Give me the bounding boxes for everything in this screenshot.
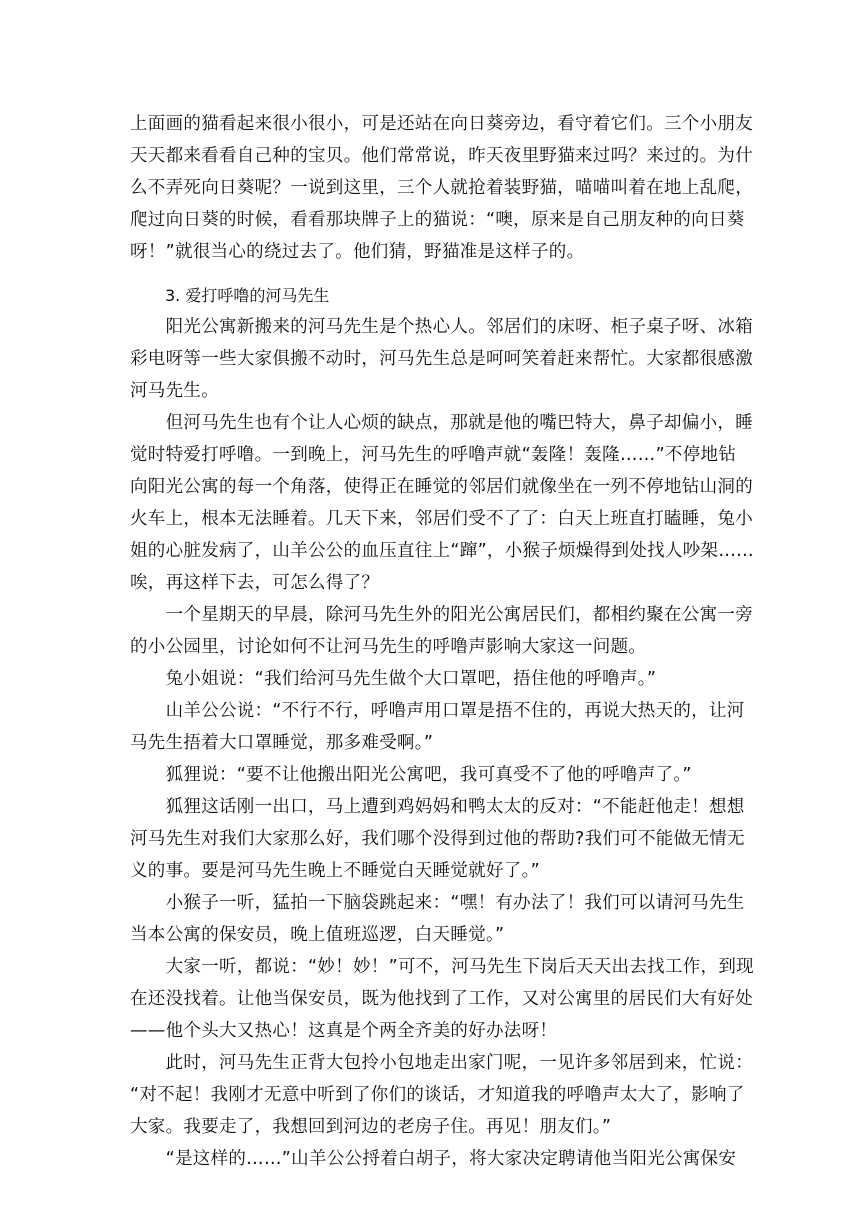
text-line: 河马先生对我们大家那么好，我们哪个没得到过他的帮助?我们可不能做无情无 bbox=[130, 829, 745, 849]
text-line: ——他个头大又热心！这真是个两全齐美的好办法呀！ bbox=[130, 1021, 558, 1041]
text-line: 此时，河马先生正背大包拎小包地走出家门呢，一见许多邻居到来，忙说： bbox=[130, 1053, 753, 1073]
story-body bbox=[130, 311, 754, 1175]
text-line: 彩电呀等一些大家俱搬不动时，河马先生总是呵呵笑着赶来帮忙。大家都很感激 bbox=[130, 349, 753, 369]
text-line: 大家。我要走了，我想回到河边的老房子住。再见！朋友们。” bbox=[130, 1117, 612, 1137]
text-line: 爬过向日葵的时候，看看那块牌子上的猫说：“噢，原来是自己朋友种的向日葵 bbox=[130, 210, 745, 230]
text-line: 觉时特爱打呼噜。一到晚上，河马先生的呼噜声就“轰隆！轰隆……”不停地钻 bbox=[130, 445, 737, 465]
text-line: 向阳光公寓的每一个角落，使得正在睡觉的邻居们就像坐在一列不停地钻山洞的 bbox=[130, 477, 753, 497]
text-line: 一个星期天的早晨，除河马先生外的阳光公寓居民们，都相约聚在公寓一旁 bbox=[130, 605, 753, 625]
section-heading: 3. 爱打呼噜的河马先生 bbox=[165, 286, 330, 305]
text-line: 阳光公寓新搬来的河马先生是个热心人。邻居们的床呀、柜子桌子呀、冰箱 bbox=[130, 317, 753, 337]
text-line: 狐狸说：“要不让他搬出阳光公寓吧，我可真受不了他的呼噜声了。” bbox=[130, 765, 692, 785]
text-line: 义的事。要是河马先生晚上不睡觉白天睡觉就好了。” bbox=[130, 861, 541, 881]
text-line: 河马先生。 bbox=[130, 381, 219, 401]
text-line: 但河马先生也有个让人心烦的缺点，那就是他的嘴巴特大，鼻子却偏小，睡 bbox=[130, 413, 753, 433]
text-line: 呀！”就很当心的绕过去了。他们猜，野猫准是这样子的。 bbox=[130, 242, 585, 262]
text-line: 上面画的猫看起来很小很小，可是还站在向日葵旁边，看守着它们。三个小朋友 bbox=[130, 114, 753, 134]
text-line: 火车上，根本无法睡着。几天下来，邻居们受不了了：白天上班直打瞌睡，兔小 bbox=[130, 509, 753, 529]
text-line: 么不弄死向日葵呢？一说到这里，三个人就抢着装野猫，喵喵叫着在地上乱爬， bbox=[130, 178, 753, 198]
top-paragraph bbox=[130, 108, 753, 268]
text-line: 唉，再这样下去，可怎么得了？ bbox=[130, 573, 380, 593]
text-line: 马先生捂着大口罩睡觉，那多难受啊。” bbox=[130, 733, 434, 753]
text-line: 山羊公公说：“不行不行，呼噜声用口罩是捂不住的，再说大热天的，让河 bbox=[130, 701, 745, 721]
text-line: 的小公园里，讨论如何不让河马先生的呼噜声影响大家这一问题。 bbox=[130, 637, 647, 657]
text-line: 当本公寓的保安员，晚上值班巡逻，白天睡觉。” bbox=[130, 925, 505, 945]
text-line: 小猴子一听，猛拍一下脑袋跳起来：“嘿！有办法了！我们可以请河马先生 bbox=[130, 893, 745, 913]
text-line: 兔小姐说：“我们给河马先生做个大口罩吧，捂住他的呼噜声。” bbox=[130, 669, 657, 689]
text-line: 在还没找着。让他当保安员，既为他找到了工作，又对公寓里的居民们大有好处 bbox=[130, 989, 753, 1009]
text-line: “对不起！我刚才无意中听到了你们的谈话，才知道我的呼噜声太大了，影响了 bbox=[130, 1085, 745, 1105]
text-line: 大家一听，都说：“妙！妙！”可不，河马先生下岗后天天出去找工作，到现 bbox=[130, 957, 754, 977]
text-line: 天天都来看看自己种的宝贝。他们常常说，昨天夜里野猫来过吗？来过的。为什 bbox=[130, 146, 753, 166]
text-line: 狐狸这话刚一出口，马上遭到鸡妈妈和鸭太太的反对：“不能赶他走！想想 bbox=[130, 797, 745, 817]
text-line: 姐的心脏发病了，山羊公公的血压直往上“蹿”，小猴子烦燥得到处找人吵架…… bbox=[130, 541, 754, 561]
text-line: “是这样的……”山羊公公捋着白胡子，将大家决定聘请他当阳光公寓保安 bbox=[130, 1149, 737, 1169]
